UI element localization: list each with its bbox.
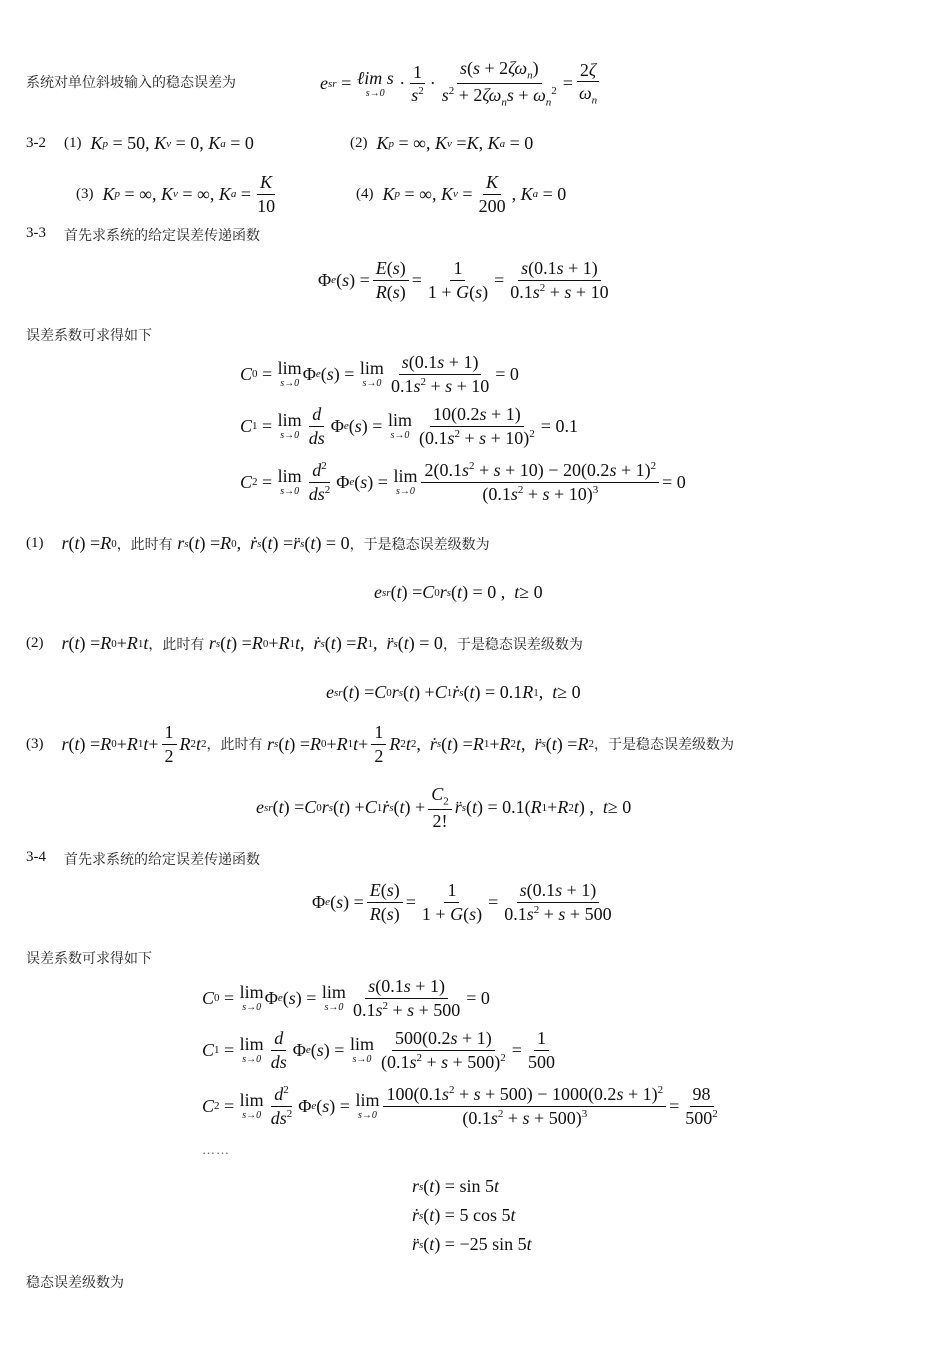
problem-label-3-4: 3-4 [26, 849, 46, 865]
formula-3-2-1: (1) K p = 50, K v = 0, K a = 0 [64, 133, 254, 153]
formula-3-4-c2: C 2 = lim s→0 $\frac{d^2}{ds^2}$ Φ e ( s ) = lim s→0 $\frac{100(0.1s^2 + s + 500) - 1000(0.2s + 1)^2}{(0.1s^2 + s + 500)^3}$ = $\frac{98}{500^2}$ [202, 1084, 718, 1128]
heading-3-3: 首先求系统的给定误差传递函数 [64, 228, 260, 244]
result-3-3-3: e sr ( t ) = C 0 r s ( t ) + C 1 ṙ s ( t ) + $\frac{C_2}{2!}$ r̈ s ( t ) = 0.1( R 1 + R 2 t ) , t ≥ 0 [256, 784, 632, 832]
formula-rs: r s ( t ) = sin 5 t [412, 1176, 499, 1196]
case-3-3-1: (1) r ( t ) = R 0 ，此时有 r s ( t ) = R 0 , ṙ s ( t ) = r̈ s ( t ) = 0 ，于是稳态误差级数为 [26, 533, 490, 553]
formula-rs-dot: ṙ s ( t ) = 5 cos 5 t [412, 1205, 516, 1225]
case-3-3-2: (2) r ( t ) = R 0 + R 1 t ，此时有 r s ( t ) = R 0 + R 1 t , ṙ s ( t ) = R 1 , r̈ s ( t ) = 0 ，于是稳态误差级数为 [26, 633, 583, 653]
formula-3-2-4: (4) K p = ∞, K v = $\frac{K}{200}$ , K a = 0 [356, 172, 567, 216]
ellipsis: …… [202, 1142, 230, 1157]
coef-text-3-4: 误差系数可求得如下 [26, 951, 152, 967]
formula-3-4-transfer: Φ e ( s ) = $\frac{E(s)}{R(s)}$ = $\frac{1}{1 + G(s)}$ = $\frac{s(0.1s + 1)}{0.1s^2 + s + 500}$ [312, 880, 612, 924]
formula-3-3-transfer: Φ e ( s ) = $\frac{E(s)}{R(s)}$ = $\frac{1}{1 + G(s)}$ = $\frac{s(0.1s + 1)}{0.1s^2 + s + 10}$ [318, 258, 609, 302]
formula-rs-ddot: r̈ s ( t ) = −25 sin 5 t [412, 1234, 532, 1254]
tail-text: 稳态误差级数为 [26, 1275, 124, 1291]
coef-text-3-3: 误差系数可求得如下 [26, 328, 152, 344]
formula-3-2-2: (2) K p = ∞, K v = K , K a = 0 [350, 133, 534, 153]
problem-label-3-2: 3-2 [26, 135, 46, 151]
formula-3-4-c0: C 0 = lim s→0 Φ e ( s ) = lim s→0 $\frac{s(0.1s + 1)}{0.1s^2 + s + 500}$ = 0 [202, 976, 490, 1020]
formula-3-4-c1: C 1 = lim s→0 $\frac{d}{ds}$ Φ e ( s ) = lim s→0 $\frac{500(0.2s + 1)}{(0.1s^2 + s + 500)^2}$ = $\frac{1}{500}$ [202, 1028, 555, 1072]
heading-3-4: 首先求系统的给定误差传递函数 [64, 852, 260, 868]
case-3-3-3: (3) r ( t ) = R 0 + R 1 t + $\frac{1}{2}$ R 2 t 2 ，此时有 r s ( t ) = R 0 + R 1 t + $\frac{1}{2}$ R 2 t 2 , ṙ s ( t ) = R 1 + R 2 t , r̈ s ( t ) = R 2 ，于是稳态误差级数为 [26, 722, 734, 766]
problem-label-3-3: 3-3 [26, 225, 46, 241]
formula-3-3-c0: C 0 = lim s→0 Φ e ( s ) = lim s→0 $\frac{s(0.1s + 1)}{0.1s^2 + s + 10}$ = 0 [240, 352, 519, 396]
formula-steady-state-ramp: e sr = ℓim s s→0 · $\frac{1}{s^2}$ · $\frac{s(s + 2\zeta\omega_n)}{s^2 + 2\zeta\omega_ns + \omega_n^2}$ = $\frac{2\zeta}{\omega_n}$ [320, 58, 603, 109]
formula-3-2-3: (3) K p = ∞, K v = ∞, K a = $\frac{K}{10}$ [76, 172, 276, 216]
result-3-3-1: e sr ( t ) = C 0 r s ( t ) = 0 , t ≥ 0 [374, 582, 543, 602]
formula-3-3-c2: C 2 = lim s→0 $\frac{d^2}{ds^2}$ Φ e ( s ) = lim s→0 $\frac{2(0.1s^2 + s + 10) - 20(0.2s + 1)^2}{(0.1s^2 + s + 10)^3}$ = 0 [240, 460, 686, 504]
formula-3-3-c1: C 1 = lim s→0 $\frac{d}{ds}$ Φ e ( s ) = lim s→0 $\frac{10(0.2s + 1)}{(0.1s^2 + s + 10)^2}$ = 0.1 [240, 404, 578, 448]
result-3-3-2: e sr ( t ) = C 0 r s ( t ) + C 1 ṙ s ( t ) = 0.1 R 1 , t ≥ 0 [326, 682, 581, 702]
intro-text: 系统对单位斜坡输入的稳态误差为 [26, 75, 236, 91]
